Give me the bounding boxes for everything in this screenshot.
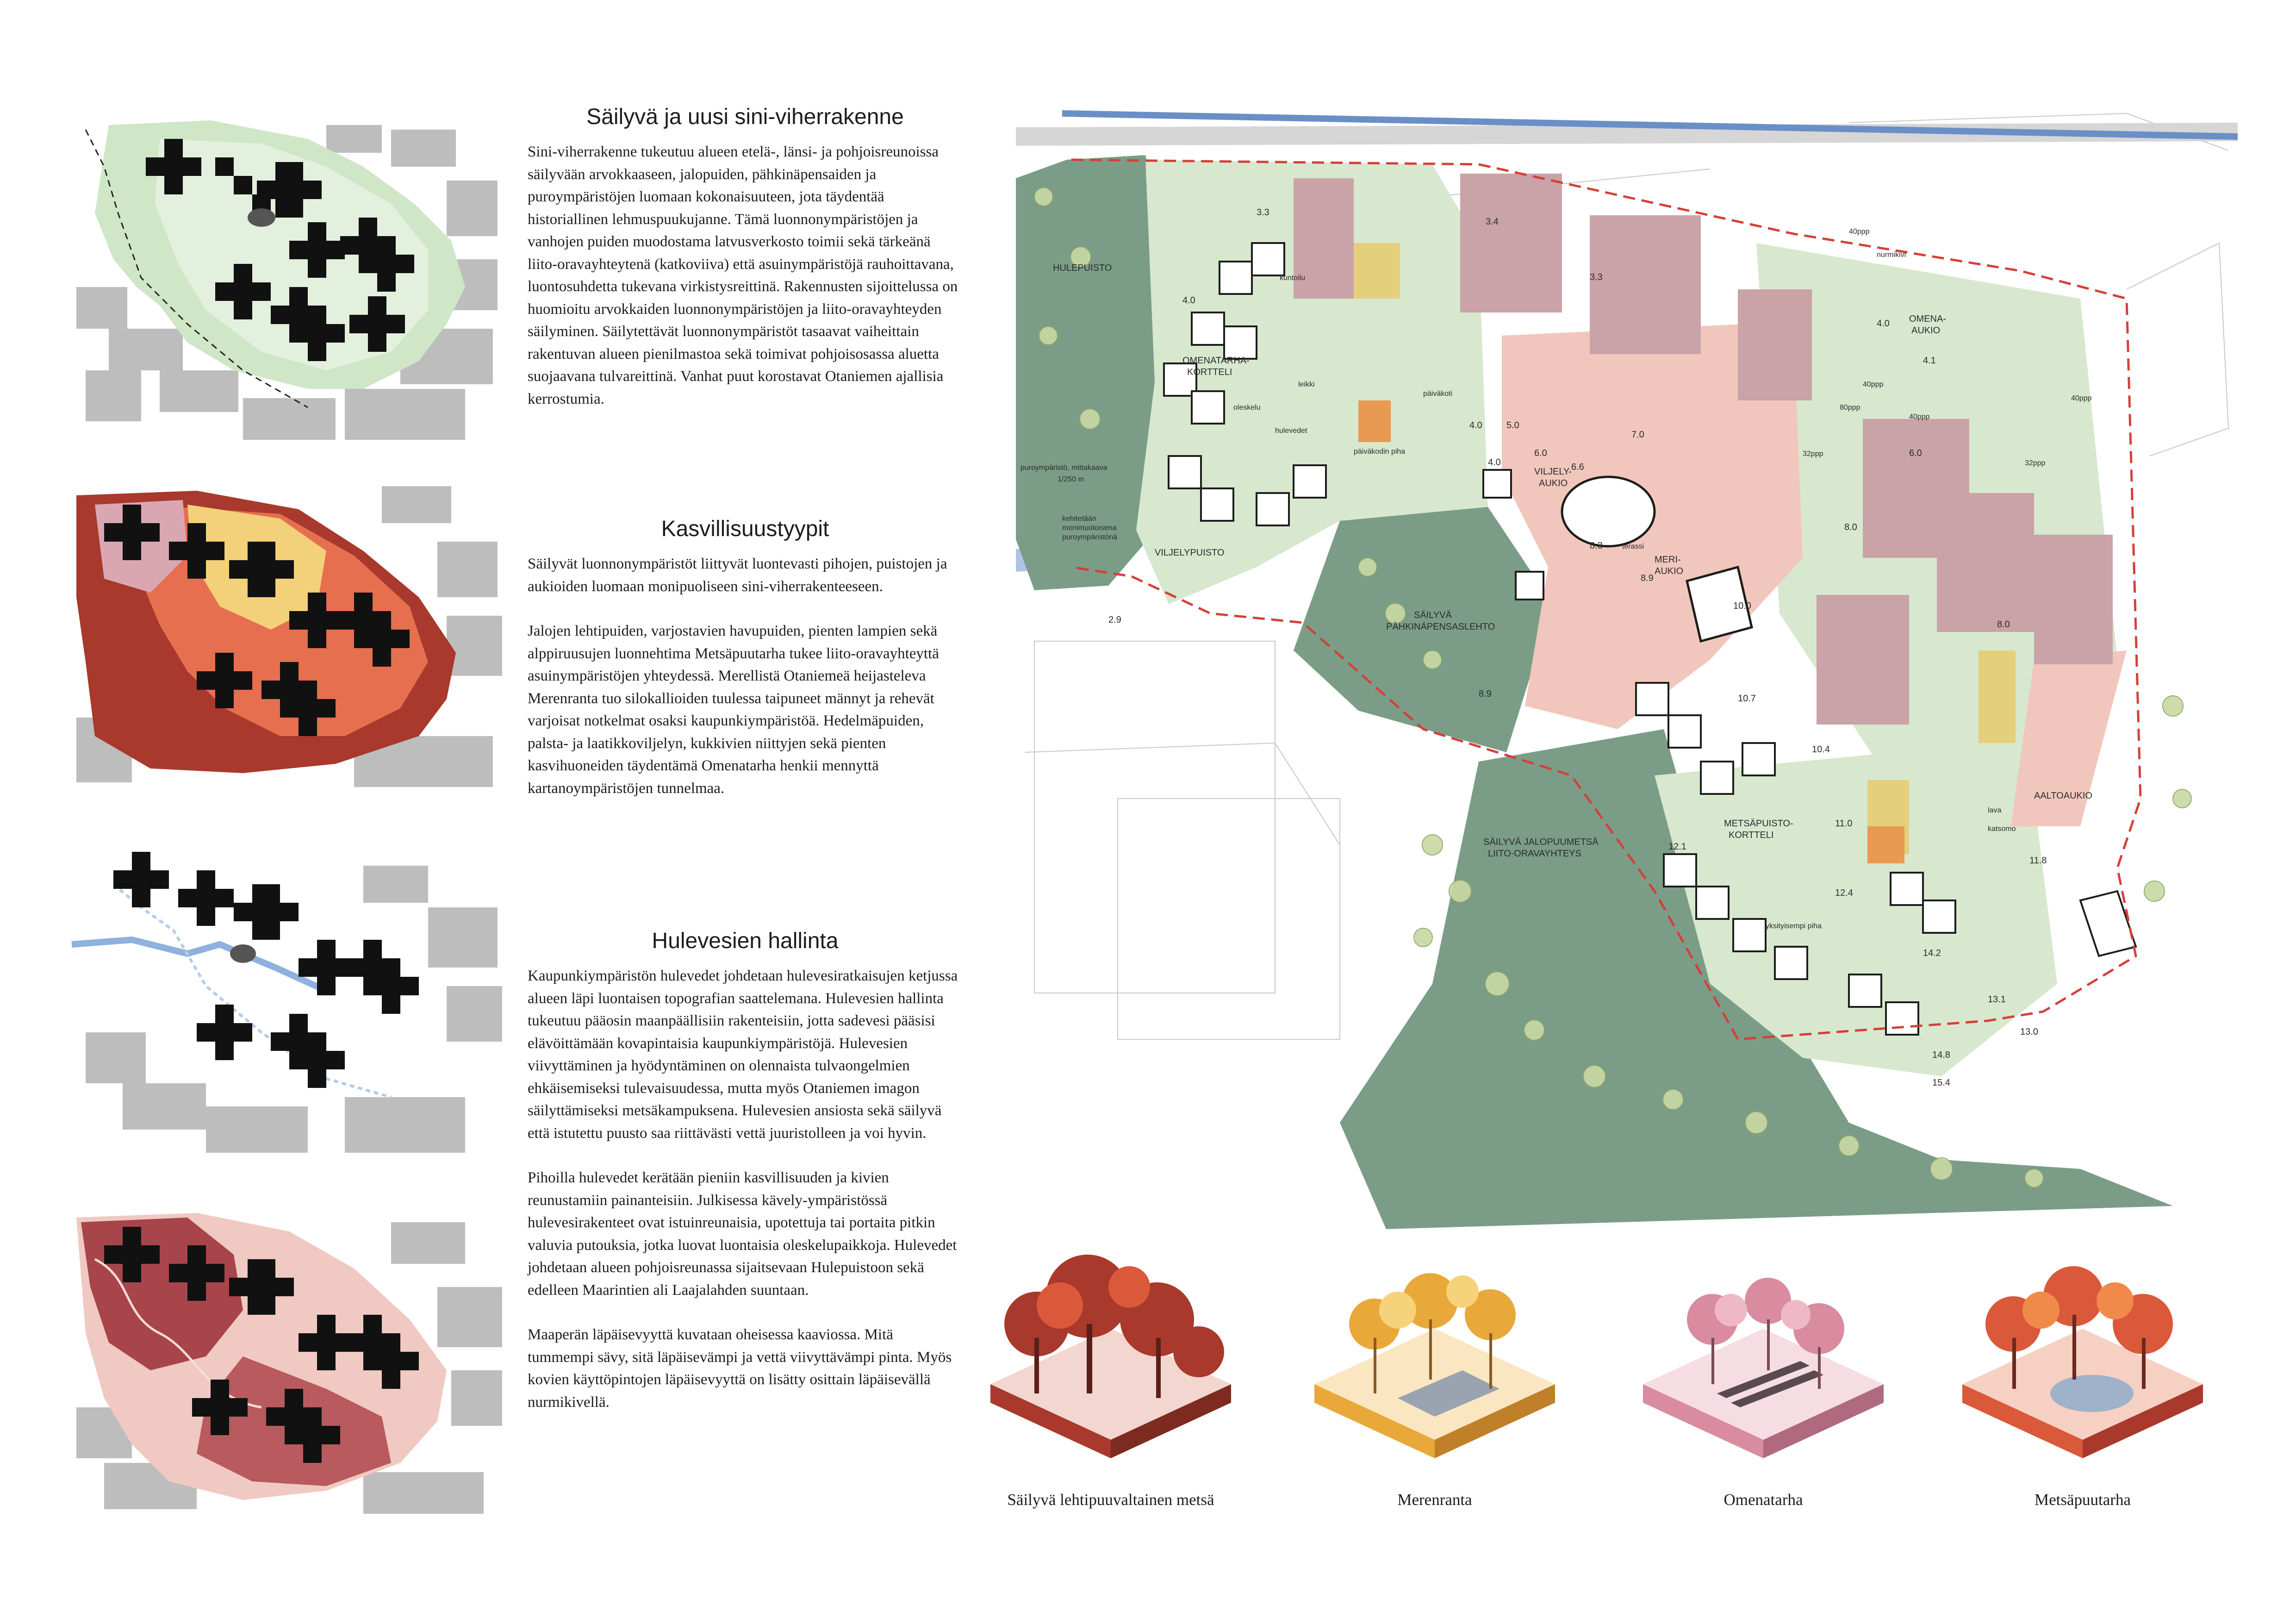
label-leikki: leikki <box>1298 381 1315 388</box>
vignette-illustration <box>1953 1245 2212 1468</box>
parking-label: 32ppp <box>1803 450 1823 458</box>
elevation-label: 4.0 <box>1182 295 1195 306</box>
elevation-label: 8.3 <box>1590 541 1603 551</box>
elevation-label: 3.3 <box>1257 207 1269 218</box>
section-paragraph: Maaperän läpäisevyyttä kuvataan oheisessa kaaviossa. Mitä tummempi sävy, sitä läpäisevämpi ja vettä viivyttävämpi pinta. Myös kovien käyttöpintojen läpäisevyyttä on lisätty osittain läpäisevällä nurmikivellä. <box>528 1326 952 1411</box>
permeability-map <box>67 1204 509 1518</box>
elevation-label: 8.9 <box>1641 573 1654 583</box>
label-jalopuumetsa-1: SÄILYVÄ JALOPUUMETSÄ <box>1483 837 1599 847</box>
elevation-label: 4.0 <box>1877 319 1890 329</box>
label-metsapuisto-2: KORTTELI <box>1729 830 1774 840</box>
elevation-label: 13.0 <box>2020 1027 2038 1037</box>
vegetation-types-map <box>67 477 509 792</box>
elevation-label: 4.1 <box>1923 356 1936 366</box>
elevation-label: 14.2 <box>1923 948 1941 958</box>
diagram-permeability <box>67 1204 509 1518</box>
label-lava: lava <box>1988 806 2002 814</box>
section-paragraph: Säilyvät luonnonympäristöt liittyvät luontevasti pihojen, puistojen ja aukioiden luomaan monipuoliseen sini-viherrakenteeseen. <box>528 556 947 595</box>
label-oleskelu: oleskelu <box>1233 404 1261 412</box>
green-structure-map <box>67 111 509 449</box>
vignette-deciduous-forest <box>981 1245 1240 1468</box>
elevation-label: 11.8 <box>2029 856 2047 866</box>
diagram-vegetation-types <box>67 477 509 792</box>
label-viljelyaukio-2: AUKIO <box>1539 478 1568 488</box>
vignette-illustration <box>981 1245 1240 1468</box>
label-meriaukio-1: MERI- <box>1655 555 1681 565</box>
label-omena-aukio-2: AUKIO <box>1911 325 1941 336</box>
section-title: Hulevesien hallinta <box>652 929 839 953</box>
site-plan-drawing <box>1016 104 2238 1229</box>
label-nurmikivi: nurmikivi <box>1877 251 1906 259</box>
section-paragraph: Jalojen lehtipuiden, varjostavien havupuiden, pienten lampien sekä alppiruusujen luonnehtima Metsäpuutarha tukee liito-oravayhteyttä asuinympäristöjen yhteydessä. Merellistä Otaniemeä heijasteleva Merenranta tuo silokallioiden tuulessa taipuneet männyt ja rehevät varjoisat notkelmat osaksi kaupunkiympäristöä. Hedelmäpuiden, palsta- ja laatikkoviljelyn, kukkivien niittyjen sekä pienten kasvihuoneiden täydentämä Omenatarha henkii mennyttä kartanoympäristöjen tunnelmaa. <box>528 623 939 797</box>
label-jalopuumetsa-2: LIITO-ORAVAYHTEYS <box>1488 849 1581 859</box>
elevation-label: 4.0 <box>1469 420 1482 431</box>
parking-label: 32ppp <box>2025 459 2046 467</box>
elevation-label: 15.4 <box>1932 1078 1950 1088</box>
label-metsapuisto-1: METSÄPUISTO- <box>1724 818 1793 829</box>
section-paragraph: Pihoilla hulevedet kerätään pieniin kasvillisuuden ja kivien reunustamiin painanteisiin. Julkisessa kävely-ympäristössä hulevesirakenteet ovat istuinreunaisia, upotettuja tai portaita pitkin valuvia putouksia, jotka luovat luontaisia oleskelupaikkoja. Hulevedet johdetaan alueen pohjoisreunassa sijaitsevaan Hulepuistoon sekä edelleen Maarintien ali Laajalahden suuntaan. <box>528 1169 957 1299</box>
label-puroymparisto-1: puroympäristö, mittakaava <box>1020 464 1108 472</box>
label-paivakoti: päiväkoti <box>1423 390 1453 398</box>
section-title: Kasvillisuustyypit <box>661 517 829 541</box>
elevation-label: 14.8 <box>1932 1050 1950 1060</box>
label-pahkina-1: SÄILYVÄ <box>1414 610 1452 620</box>
section-paragraph: Sini-viherrakenne tukeutuu alueen etelä-, länsi- ja pohjoisreunoissa säilyvään arvokkaaseen, jalopuiden, pähkinäpensaiden ja puroympäristöjen luomaan kokonaisuuteen, jota täydentää historiallinen lehmuspuukujanne. Tämä luonnonympäristöjen ja vanhojen puiden muodostama latvusverkosto toimii sekä tärkeänä liito-oravayhteytenä (katkoviiva) että asuinympäristöjä rauhoittavana, luontosuhdetta tukevana virkistysreittinä. Rakennusten sijoittelussa on huomioitu arvokkaiden luonnonympäristöjen ja liito-oravayhteyden säilyminen. Säilytettävät luonnonympäristöt tasaavat vaiheittain rakentuvan alueen pienilmastoa sekä toimivat pohjoisosassa aluetta suojaavana tulvareittinä. Vanhat puut korostavat Otaniemen ajallisia kerrostumia. <box>528 144 958 407</box>
vignette-orchard <box>1634 1245 1893 1468</box>
label-yksityisempi-piha: yksityisempi piha <box>1766 922 1822 930</box>
label-kuntoilu: kuntoilu <box>1280 274 1306 282</box>
elevation-label: 10.0 <box>1733 601 1751 611</box>
label-hulevedet: hulevedet <box>1275 427 1307 435</box>
elevation-label: 6.0 <box>1534 448 1547 458</box>
label-kehitetaan-2: monimuotoisena <box>1062 524 1117 532</box>
label-meriaukio-2: AUKIO <box>1655 566 1684 576</box>
parking-label: 40ppp <box>1909 413 1930 421</box>
label-kehitetaan-3: puroympäristönä <box>1062 533 1118 541</box>
label-pahkina-2: PÄHKINÄPENSASLEHTO <box>1386 622 1495 632</box>
vignette-illustration <box>1305 1245 1564 1468</box>
label-kehitetaan-1: kehitetään <box>1062 515 1096 523</box>
label-puroymparisto-2: 1/250 m <box>1058 475 1084 483</box>
elevation-label: 13.1 <box>1988 994 2006 1005</box>
elevation-label: 10.4 <box>1812 744 1830 755</box>
label-omenatarha-2: KORTTELI <box>1187 367 1232 377</box>
elevation-label: 12.4 <box>1835 888 1853 898</box>
label-terassi: terassi <box>1622 543 1644 550</box>
label-paivakodin-piha: päiväkodin piha <box>1354 448 1406 456</box>
parking-label: 40ppp <box>2071 394 2092 402</box>
elevation-label: 2.9 <box>1108 615 1121 625</box>
vignette-caption: Säilyvä lehtipuuvaltainen metsä <box>1007 1491 1214 1509</box>
section-green-structure <box>528 104 963 410</box>
section-vegetation-types <box>528 516 963 800</box>
label-katsomo: katsomo <box>1988 825 2016 833</box>
label-omenatarha-1: OMENATARHA- <box>1182 356 1250 366</box>
diagram-stormwater <box>67 838 509 1162</box>
elevation-label: 6.0 <box>1909 448 1922 458</box>
label-viljelypuisto: VILJELYPUISTO <box>1155 548 1225 558</box>
stormwater-map <box>67 838 509 1162</box>
label-viljelyaukio-1: VILJELY- <box>1534 467 1572 477</box>
vignette-seashore <box>1305 1245 1564 1468</box>
label-hulepuisto: HULEPUISTO <box>1053 263 1112 273</box>
elevation-label: 6.6 <box>1571 462 1584 472</box>
elevation-label: 11.0 <box>1835 818 1853 829</box>
elevation-label: 7.0 <box>1631 430 1644 440</box>
elevation-label: 8.9 <box>1479 689 1492 699</box>
vignette-caption: Omenatarha <box>1724 1491 1803 1509</box>
elevation-label: 8.0 <box>1844 522 1857 532</box>
site-plan <box>1016 104 2238 1229</box>
vignette-caption: Merenranta <box>1397 1491 1472 1509</box>
section-paragraph: Kaupunkiympäristön hulevedet johdetaan hulevesiratkaisujen ketjussa alueen läpi luontaisen topografian saattelemana. Hulevesien hallinta tukeutuu pääosin maanpäällisiin rakenteisiin, jotta sadevesi pääsisi elävöittämään kovapintaisia kaupunkiympäristöjä. Hulevesien viivyttäminen ja hyödyntäminen on olennaista tulvaongelmien ehkäisemiseksi tulevaisuudessa, mutta myös Otaniemen imagon säilyttämiseksi metsäkampuksena. Hulevesien ansiosta sekä säilyvä että istutettu puusto saa riittävästi vettä juuristolleen ja voi hyvin. <box>528 968 958 1142</box>
label-omena-aukio-1: OMENA- <box>1909 314 1946 324</box>
vignette-illustration <box>1634 1245 1893 1468</box>
elevation-label: 10.7 <box>1738 693 1756 704</box>
label-aaltoaukio: AALTOAUKIO <box>2034 791 2092 801</box>
vignette-caption: Metsäpuutarha <box>2035 1491 2131 1509</box>
parking-label: 80ppp <box>1840 404 1860 412</box>
parking-label: 40ppp <box>1849 228 1870 236</box>
elevation-label: 5.0 <box>1506 420 1519 431</box>
section-title: Säilyvä ja uusi sini-viherrakenne <box>586 105 904 129</box>
diagram-green-structure <box>67 111 509 449</box>
elevation-label: 4.0 <box>1488 457 1501 468</box>
vignette-forest-garden <box>1953 1245 2212 1468</box>
elevation-label: 3.3 <box>1590 272 1603 282</box>
section-stormwater <box>528 928 963 1413</box>
elevation-label: 8.0 <box>1997 619 2010 630</box>
elevation-label: 3.4 <box>1486 217 1499 227</box>
elevation-label: 12.1 <box>1668 842 1686 852</box>
parking-label: 40ppp <box>1863 381 1884 388</box>
